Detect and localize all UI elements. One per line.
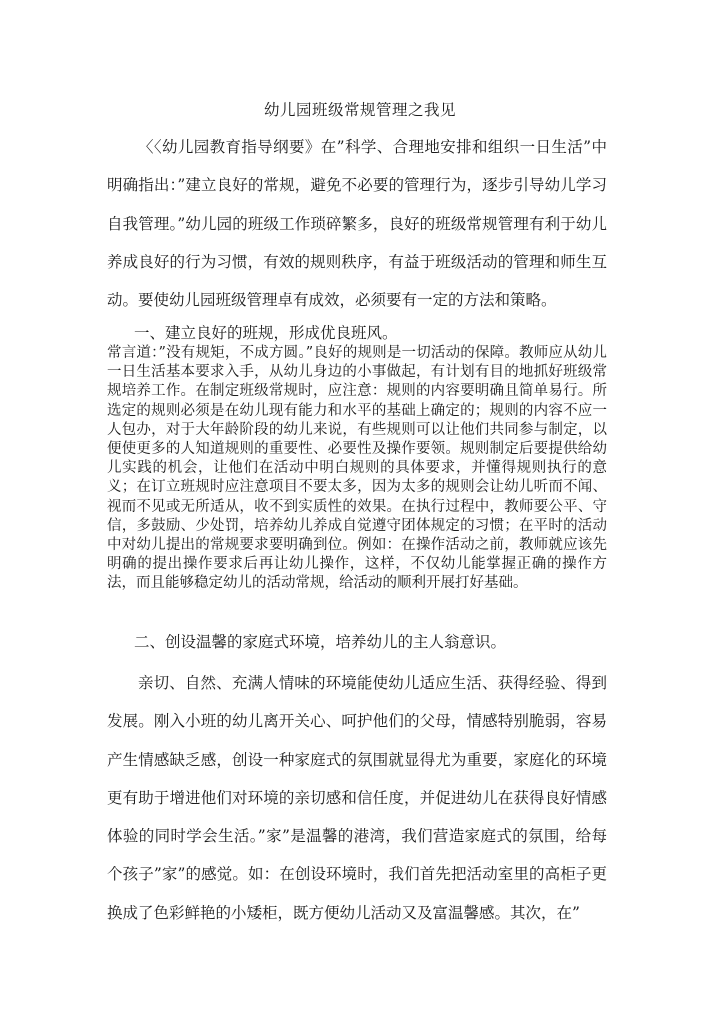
section-1-heading: 一、建立良好的班规，形成优良班风。 xyxy=(134,324,398,342)
document-title: 幼儿园班级常规管理之我见 xyxy=(263,101,456,119)
section-2-heading: 二、创设温馨的家庭式环境，培养幼儿的主人翁意识。 xyxy=(134,633,507,651)
intro-paragraph: 〈〈幼儿园教育指导纲要》在”科学、合理地安排和组织一日生活”中明确指出：”建立良好的常规，避免不必要的管理行为，逐步引导幼儿学习自我管理。”幼儿园的班级工作琐碎繁多，良好的班级常规管理有利于幼儿养成良好的行为习惯，有效的规则秩序，有益于班级活动的管理和师生互动。要使幼儿园班级管理卓有成效，必须要有一定的方法和策略。 xyxy=(107,138,607,310)
section-1-body: 常言道：”没有规矩，不成方圆。”良好的规则是一切活动的保障。教师应从幼儿一日生活基本要求入手，从幼儿身边的小事做起，有计划有目的地抓好班级常规培养工作。在制定班级常规时，应注意：规则的内容要明确且简单易行。所选定的规则必须是在幼儿现有能力和水平的基础上确定的；规则的内容不应一人包办，对于大年龄阶段的幼儿来说，有些规则可以让他们共同参与制定，以便使更多的人知道规则的重要性、必要性及操作要领。规则制定后要提供给幼儿实践的机会，让他们在活动中明白规则的具体要求，并懂得规则执行的意义；在订立班规时应注意项目不要太多，因为太多的规则会让幼儿听而不闻、视而不见或无所适从，收不到实质性的效果。在执行过程中，教师要公平、守信，多鼓励、少处罚，培养幼儿养成自觉遵守团体规定的习惯；在平时的活动中对幼儿提出的常规要求要明确到位。例如：在操作活动之前，教师就应该先明确的提出操作要求后再让幼儿操作，这样，不仅幼儿能掌握正确的操作方法，而且能够稳定幼儿的活动常规，给活动的顺利开展打好基础。 xyxy=(107,345,607,592)
section-2-body: 亲切、自然、充满人情味的环境能使幼儿适应生活、获得经验、得到发展。刚入小班的幼儿离开关心、呵护他们的父母，情感特别脆弱，容易产生情感缺乏感，创设一种家庭式的氛围就显得尤为重要，家庭化的环境更有助于增进他们对环境的亲切感和信任度，并促进幼儿在获得良好情感体验的同时学会生活。”家”是温馨的港湾，我们营造家庭式的氛围，给每个孩子”家”的感觉。如：在创设环境时，我们首先把活动室里的高柜子更换成了色彩鲜艳的小矮柜，既方便幼儿活动又及富温馨感。其次，在” xyxy=(107,674,607,922)
